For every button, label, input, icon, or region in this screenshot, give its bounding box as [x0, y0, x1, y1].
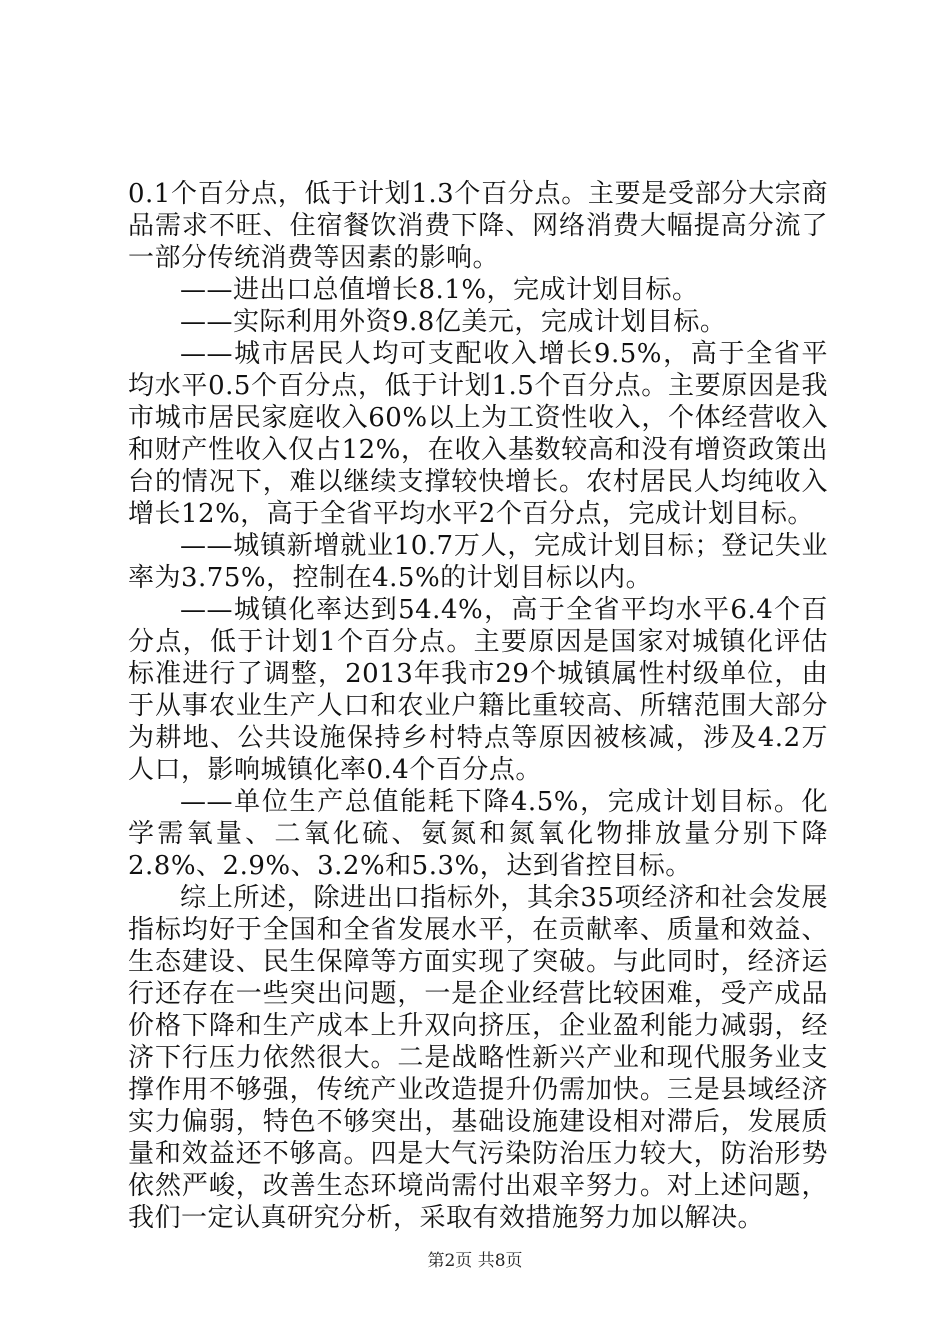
paragraph-summary: 综上所述，除进出口指标外，其余35项经济和社会发展指标均好于全国和全省发展水平，在贡献率、质量和效益、生态建设、民生保障等方面实现了突破。与此同时，经济运行还存在一些突出问题，一是企业经营比较困难，受产成品价格下降和生产成本上升双向挤压，企业盈利能力减弱，经济下行压力依然很大。二是战略性新兴产业和现代服务业支撑作用不够强，传统产业改造提升仍需加快。三是县域经济实力偏弱，特色不够突出，基础设施建设相对滞后，发展质量和效益还不够高。四是大气污染防治压力较大，防治形势依然严峻，改善生态环境尚需付出艰辛努力。对上述问题，我们一定认真研究分析，采取有效措施努力加以解决。 [128, 883, 828, 1233]
paragraph-income: ——城市居民人均可支配收入增长9.5%，高于全省平均水平0.5个百分点，低于计划1.5个百分点。主要原因是我市城市居民家庭收入60%以上为工资性收入，个体经营收入和财产性收入仅占12%，在收入基数较高和没有增资政策出台的情况下，难以继续支撑较快增长。农村居民人均纯收入增长12%，高于全省平均水平2个百分点，完成计划目标。 [128, 339, 828, 529]
body-text [128, 178, 828, 1234]
paragraph-energy: ——单位生产总值能耗下降4.5%，完成计划目标。化学需氧量、二氧化硫、氨氮和氮氧化物排放量分别下降2.8%、2.9%、3.2%和5.3%，达到省控目标。 [128, 787, 828, 881]
paragraph-continuation: 0.1个百分点，低于计划1.3个百分点。主要是受部分大宗商品需求不旺、住宿餐饮消费下降、网络消费大幅提高分流了一部分传统消费等因素的影响。 [128, 179, 828, 273]
paragraph-foreign-investment: ——实际利用外资9.8亿美元，完成计划目标。 [180, 307, 727, 337]
paragraph-urbanization: ——城镇化率达到54.4%，高于全省平均水平6.4个百分点，低于计划1个百分点。主要原因是国家对城镇化评估标准进行了调整，2013年我市29个城镇属性村级单位，由于从事农业生产人口和农业户籍比重较高、所辖范围大部分为耕地、公共设施保持乡村特点等原因被核减，涉及4.2万人口，影响城镇化率0.4个百分点。 [128, 595, 828, 785]
page-footer: 第2页 共8页 [427, 1251, 523, 1271]
paragraph-employment: ——城镇新增就业10.7万人，完成计划目标；登记失业率为3.75%，控制在4.5%的计划目标以内。 [128, 531, 828, 593]
paragraph-import-export: ——进出口总值增长8.1%，完成计划目标。 [180, 275, 699, 305]
